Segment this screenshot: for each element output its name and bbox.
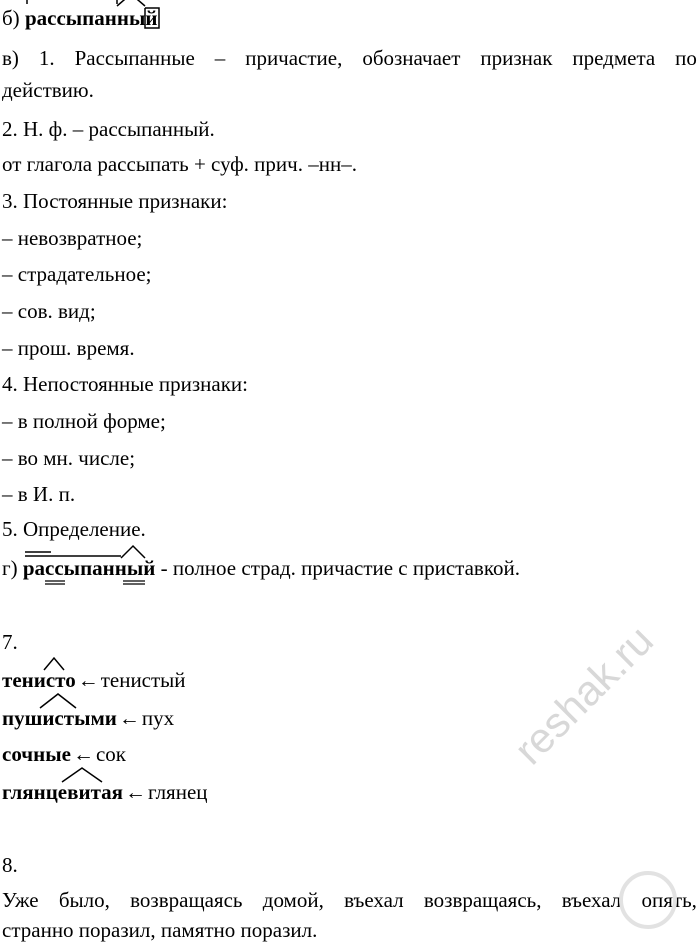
v-line <box>2 46 697 70</box>
s8-word-6: въехал <box>561 888 622 912</box>
watermark-circle-icon <box>619 871 677 929</box>
row-4-arrow: ← <box>125 780 147 804</box>
b-prefix: б) <box>2 6 20 30</box>
row-1 <box>2 668 186 692</box>
s8-word-5: возвращаясь, <box>423 888 542 912</box>
text-line-8: 4. Непостоянные признаки: <box>2 372 248 396</box>
row-3-source: сок <box>95 742 126 766</box>
v-word-1: 1. <box>38 46 55 70</box>
g-morph-marks <box>23 544 173 588</box>
g-rest: - полное страд. причастие с приставкой. <box>160 556 520 580</box>
row-2 <box>2 706 174 730</box>
text-line-10: – во мн. числе; <box>2 446 136 470</box>
v-word-6: признак <box>480 46 553 70</box>
v-word-4: причастие, <box>245 46 343 70</box>
v-line-cont: действию. <box>2 78 94 102</box>
row-2-word: пушистыми <box>2 706 117 730</box>
b-morph-marks <box>25 0 165 34</box>
row-1-word: тенисто <box>2 668 76 692</box>
g-prefix: г) <box>2 556 18 580</box>
row-3-word: сочные <box>2 742 71 766</box>
v-word-2: Рассыпанные <box>74 46 195 70</box>
text-line-11: – в И. п. <box>2 482 76 506</box>
s8-word-3: домой, <box>262 888 324 912</box>
watermark-text: reshak.ru <box>505 616 663 774</box>
b-parsed-word: рассыпанный <box>25 6 158 30</box>
text-line-6: – сов. вид; <box>2 299 96 323</box>
v-word-7: предмета <box>572 46 656 70</box>
section-8-number: 8. <box>2 853 18 877</box>
row-1-arrow: ← <box>77 668 99 692</box>
section-7-number: 7. <box>2 630 18 654</box>
v-word-5: обозначает <box>362 46 461 70</box>
row-1-source: тенистый <box>100 668 186 692</box>
g-line <box>2 556 520 580</box>
text-line-3: 3. Постоянные признаки: <box>2 189 228 213</box>
b-line <box>2 6 157 30</box>
text-line-12: 5. Определение. <box>2 517 146 541</box>
s8-word-0: Уже <box>2 888 39 912</box>
s8-word-7: опять, <box>641 888 697 912</box>
row-4 <box>2 780 208 804</box>
s8-word-2: возвращаясь <box>130 888 243 912</box>
v-word-0: в) <box>2 46 19 70</box>
text-line-1: 2. Н. ф. – рассыпанный. <box>2 117 215 141</box>
text-line-5: – страдательное; <box>2 262 152 286</box>
text-line-2: от глагола рассыпать + суф. прич. –нн–. <box>2 152 357 176</box>
section-8-cont: странно поразил, памятно поразил. <box>2 918 318 942</box>
section-8-line <box>2 888 697 912</box>
s8-word-4: въехал <box>344 888 404 912</box>
s8-word-1: было, <box>58 888 110 912</box>
row-3 <box>2 742 126 766</box>
row-2-source: пух <box>141 706 175 730</box>
v-word-8: по <box>675 46 697 70</box>
g-parsed-word: рассыпанный <box>23 556 156 580</box>
v-word-3: – <box>214 46 226 70</box>
row-4-word: глянцевитая <box>2 780 123 804</box>
row-2-arrow: ← <box>118 706 140 730</box>
text-line-4: – невозвратное; <box>2 226 143 250</box>
row-3-arrow: ← <box>72 742 94 766</box>
row-4-source: глянец <box>148 780 208 804</box>
watermark <box>505 599 699 882</box>
text-line-9: – в полной форме; <box>2 409 166 433</box>
text-line-7: – прош. время. <box>2 336 135 360</box>
